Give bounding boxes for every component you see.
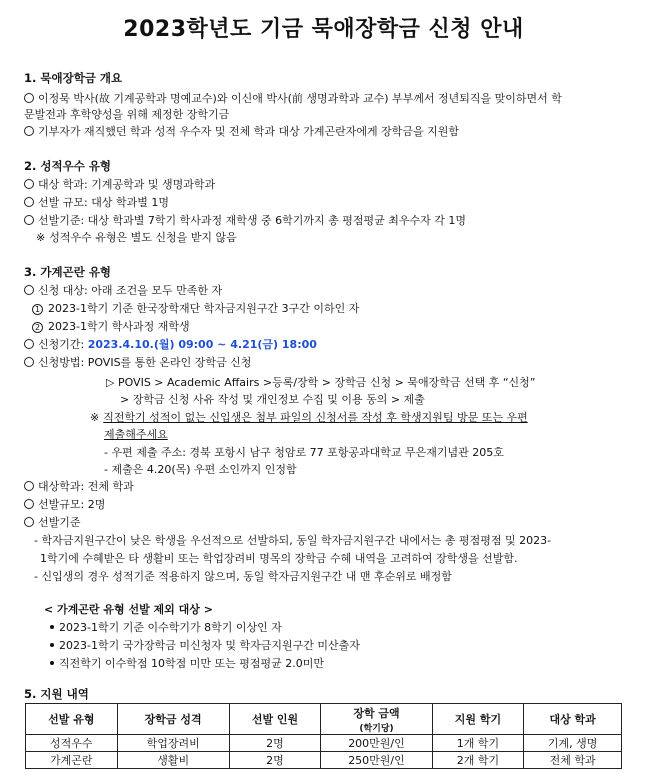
bullet-dot-icon	[50, 643, 54, 647]
col-header-type: 선발 유형	[26, 704, 118, 735]
sec2-item-3: 선발기준: 대상 학과별 7학기 학사과정 재학생 중 6학기까지 총 평점평균 최우수자 각 1명	[24, 212, 466, 228]
sec3-criteria-2: - 신입생의 경우 성적기준 적용하지 않으며, 동일 학자금지원구간 내 맨 후순위로 배정함	[34, 570, 452, 583]
sec3-period: 신청기간: 2023.4.10.(월) 09:00 ~ 4.21(금) 18:00	[24, 336, 317, 352]
page-title: 2023학년도 기금 묵애장학금 신청 안내	[123, 17, 524, 42]
sec3-mail-address: - 우편 제출 주소: 경북 포항시 남구 청암로 77 포항공과대학교 무은재기념관 205호	[104, 446, 504, 459]
circle-bullet-icon	[24, 339, 34, 349]
sec3-condition-1: 1 2023-1학기 기준 한국장학재단 학자금지원구간 3구간 이하인 자	[32, 300, 359, 316]
col-header-dept: 대상 학과	[524, 704, 622, 735]
circle-bullet-icon	[24, 93, 34, 103]
col-header-nature: 장학금 성격	[117, 704, 229, 735]
sec3-povis-path-2: > 장학금 신청 사유 작성 및 개인정보 수집 및 이용 동의 > 제출	[120, 393, 425, 406]
circle-bullet-icon	[24, 126, 34, 136]
bullet-dot-icon	[50, 625, 54, 629]
col-header-count: 선발 인원	[229, 704, 321, 735]
sec1-item-1-cont: 문발전과 후학양성을 위해 제정한 장학기금	[24, 108, 230, 121]
exclusion-item-1: 2023-1학기 기준 이수학기가 8학기 이상인 자	[50, 619, 282, 635]
table-row: 가계곤란 생활비 2명 250만원/인 2개 학기 전체 학과	[26, 752, 622, 769]
application-period: 2023.4.10.(월) 09:00 ~ 4.21(금) 18:00	[87, 338, 317, 351]
col-header-amount: 장학 금액 (학기당)	[321, 704, 432, 735]
exclusion-item-3: 직전학기 이수학점 10학점 미만 또는 평점평균 2.0미만	[50, 655, 324, 671]
sec1-item-2: 기부자가 재직했던 학과 성적 우수자 및 전체 학과 대상 가계곤란자에게 장학금을 지원함	[24, 123, 459, 139]
sec3-criteria: 선발기준	[24, 514, 81, 530]
section-3-heading: 3. 가계곤란 유형	[24, 265, 112, 279]
sec3-target: 대상학과: 전체 학과	[24, 478, 134, 494]
sec3-criteria-1: - 학자금지원구간이 낮은 학생을 우선적으로 선발하되, 동일 학자금지원구간 내에서는 총 평점평점 및 2023-	[34, 534, 552, 547]
bullet-dot-icon	[50, 661, 54, 665]
sec3-mail-deadline: - 제출은 4.20(목) 우편 소인까지 인정함	[104, 463, 297, 476]
table-header-row	[26, 704, 622, 735]
sec1-item-1: 이정묵 박사(故 기계공학과 명예교수)와 이신애 박사(前 생명과학과 교수) 부부께서 정년퇴직을 맞이하면서 학	[24, 90, 562, 106]
circle-bullet-icon	[24, 517, 34, 527]
circle-bullet-icon	[24, 179, 34, 189]
sec3-scale: 선발규모: 2명	[24, 496, 105, 512]
sec3-eligibility: 신청 대상: 아래 조건을 모두 만족한 자	[24, 282, 222, 298]
section-2-heading: 2. 성적우수 유형	[24, 159, 112, 173]
exclusion-item-2: 2023-1학기 국가장학금 미신청자 및 학자금지원구간 미산출자	[50, 637, 360, 653]
circle-bullet-icon	[24, 215, 34, 225]
circled-number-icon: 2	[32, 322, 43, 333]
circle-bullet-icon	[24, 197, 34, 207]
circle-bullet-icon	[24, 285, 34, 295]
circle-bullet-icon	[24, 481, 34, 491]
section-1-heading: 1. 묵애장학금 개요	[24, 71, 123, 85]
support-table	[25, 703, 622, 769]
sec2-note: ※ 성적우수 유형은 별도 신청을 받지 않음	[36, 231, 237, 244]
section-5-heading: 5. 지원 내역	[24, 687, 89, 701]
circled-number-icon: 1	[32, 304, 43, 315]
sec3-method: 신청방법: POVIS를 통한 온라인 장학금 신청	[24, 354, 251, 370]
sec3-freshman-warning: ※ 직전학기 성적이 없는 신입생은 첨부 파일의 신청서를 작성 후 학생지원팀 방문 또는 우편	[90, 411, 528, 424]
col-header-semesters: 지원 학기	[432, 704, 524, 735]
circle-bullet-icon	[24, 499, 34, 509]
table-row: 성적우수 학업장려비 2명 200만원/인 1개 학기 기계, 생명	[26, 735, 622, 752]
sec3-criteria-1-cont: 1학기에 수혜받은 타 생활비 또는 학업장려비 명목의 장학금 수혜 내역을 고려하여 장학생을 선발함.	[40, 552, 518, 565]
sec3-povis-path-1: ▷ POVIS > Academic Affairs >등록/장학 > 장학금 신청 > 묵애장학금 선택 후 “신청”	[106, 376, 536, 389]
exclusion-heading: < 가계곤란 유형 선발 제외 대상 >	[44, 603, 213, 616]
sec2-item-2: 선발 규모: 대상 학과별 1명	[24, 194, 169, 210]
sec3-freshman-warning-cont: 제출해주세요	[104, 428, 168, 441]
sec2-item-1: 대상 학과: 기계공학과 및 생명과학과	[24, 176, 215, 192]
circle-bullet-icon	[24, 357, 34, 367]
sec3-condition-2: 2 2023-1학기 학사과정 재학생	[32, 318, 190, 334]
